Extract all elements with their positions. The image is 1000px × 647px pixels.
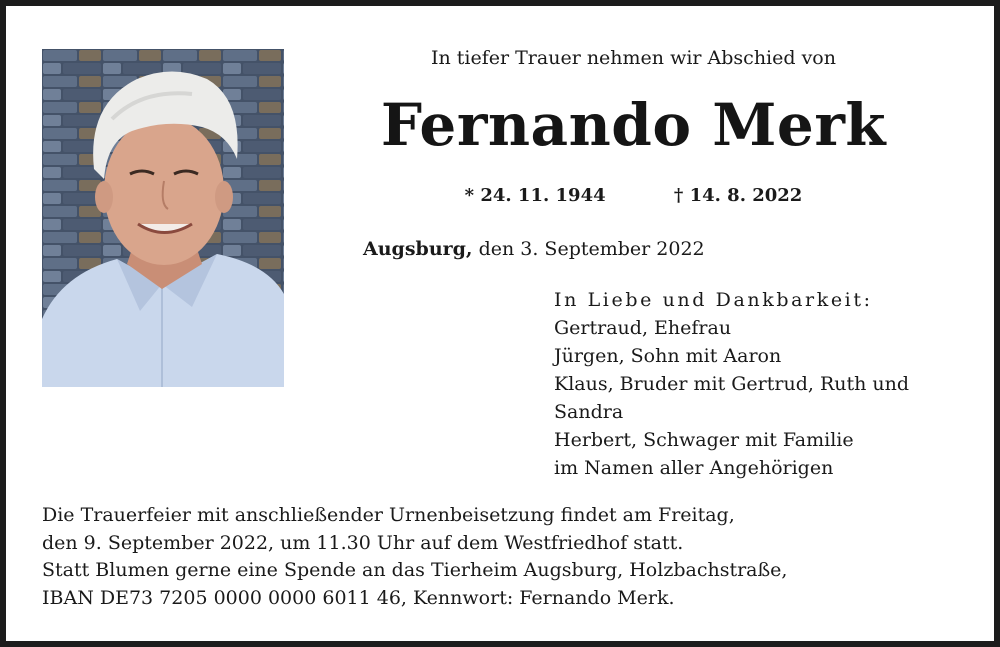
mourners-heading: In Liebe und Dankbarkeit: [554,289,873,311]
place-name: Augsburg, [363,238,473,260]
mourner-line: Klaus, Bruder mit Gertrud, Ruth und [554,373,910,395]
donation-line: Statt Blumen gerne eine Spende an das Tierheim Augsburg, Holzbachstraße, [42,559,788,581]
funeral-line: den 9. September 2022, um 11.30 Uhr auf dem Westfriedhof statt. [42,531,684,554]
portrait-photo-icon [42,49,284,387]
funeral-details [42,502,982,612]
mourners-list [554,286,974,482]
life-dates [306,184,961,208]
place-and-date [363,236,705,262]
mourner-line: im Namen aller Angehörigen [554,457,834,479]
mourner-line: Sandra [554,401,624,423]
death-date: † 14. 8. 2022 [673,185,803,206]
mourner-line: Herbert, Schwager mit Familie [554,429,854,451]
intro-text: In tiefer Trauer nehmen wir Abschied von [431,47,836,69]
funeral-line: Die Trauerfeier mit anschließender Urnenbeisetzung findet am Freitag, [42,504,735,526]
notice-date: den 3. September 2022 [472,238,705,260]
birth-date: * 24. 11. 1944 [464,185,606,206]
mourner-line: Gertraud, Ehefrau [554,317,732,339]
deceased-name: Fernando Merk [380,91,887,159]
portrait-photo [42,49,284,387]
iban-line: IBAN DE73 7205 0000 0000 6011 46, Kennwort: Fernando Merk. [42,586,675,609]
mourner-line: Jürgen, Sohn mit Aaron [554,345,782,367]
